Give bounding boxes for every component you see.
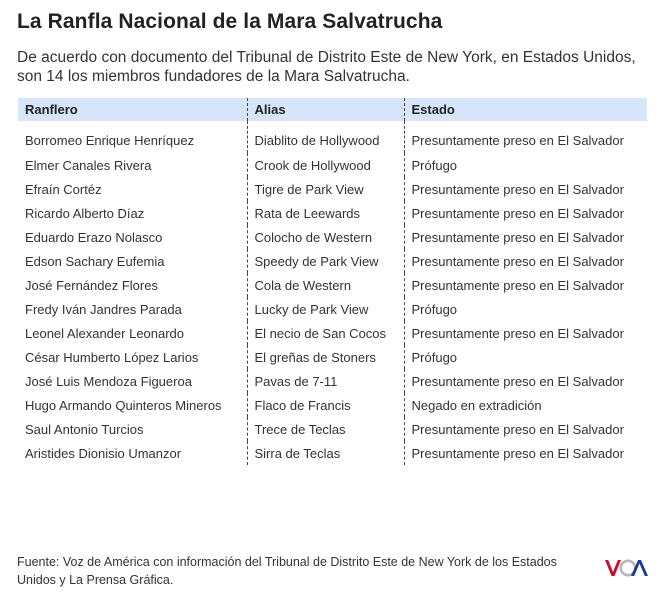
table-row	[18, 417, 647, 441]
table-row	[18, 249, 647, 273]
table-row	[18, 393, 647, 417]
cell-ranflero: Hugo Armando Quinteros Mineros	[25, 397, 222, 413]
cell-estado: Presuntamente preso en El Salvador	[404, 177, 647, 201]
cell-alias: Flaco de Francis	[247, 393, 404, 417]
cell-ranflero: Eduardo Erazo Nolasco	[25, 229, 163, 245]
cell-ranflero: Aristides Dionisio Umanzor	[25, 445, 182, 461]
subtitle: De acuerdo con documento del Tribunal de Distrito Este de New York, en Estados Unidos, son 14 los miembros fundadores de la Mara Salvatrucha.	[17, 49, 636, 85]
cell-ranflero: Ricardo Alberto Díaz	[25, 205, 145, 221]
cell-alias: Lucky de Park View	[247, 297, 404, 321]
cell-estado: Presuntamente preso en El Salvador	[404, 273, 647, 297]
cell-ranflero: Fredy Iván Jandres Parada	[25, 301, 182, 317]
cell-estado: Presuntamente preso en El Salvador	[404, 201, 647, 225]
cell-ranflero: César Humberto López Larios	[25, 349, 199, 365]
cell-ranflero: Elmer Canales Rivera	[25, 157, 152, 173]
cell-estado: Prófugo	[404, 297, 647, 321]
table-row	[18, 153, 647, 177]
table-row	[18, 273, 647, 297]
table-body	[18, 121, 647, 465]
cell-alias: Colocho de Western	[247, 225, 404, 249]
cell-alias: Rata de Leewards	[247, 201, 404, 225]
cell-alias: El greñas de Stoners	[247, 345, 404, 369]
cell-estado: Presuntamente preso en El Salvador	[404, 121, 647, 153]
cell-alias: Sirra de Teclas	[247, 441, 404, 465]
page-title: La Ranfla Nacional de la Mara Salvatrucha	[17, 10, 443, 33]
cell-ranflero: Leonel Alexander Leonardo	[25, 325, 185, 341]
source-footnote: Fuente: Voz de América con información del Tribunal de Distrito Este de New York de los Estados Unidos y La Prensa Gráfica.	[17, 555, 557, 587]
table-header	[18, 98, 647, 121]
cell-alias: Crook de Hollywood	[247, 153, 404, 177]
table-row	[18, 121, 647, 153]
column-header-ranflero: Ranflero	[18, 98, 247, 121]
cell-ranflero: José Luis Mendoza Figueroa	[25, 373, 192, 389]
cell-estado: Presuntamente preso en El Salvador	[404, 441, 647, 465]
table-row	[18, 345, 647, 369]
table-header-row	[18, 98, 647, 121]
table-row	[18, 369, 647, 393]
members-table	[18, 98, 647, 465]
column-header-estado: Estado	[404, 98, 647, 121]
cell-alias: El necio de San Cocos	[247, 321, 404, 345]
cell-ranflero: Edson Sachary Eufemia	[25, 253, 165, 269]
cell-estado: Presuntamente preso en El Salvador	[404, 225, 647, 249]
voa-logo-v	[605, 560, 621, 576]
cell-alias: Speedy de Park View	[247, 249, 404, 273]
table-row	[18, 201, 647, 225]
cell-estado: Presuntamente preso en El Salvador	[404, 369, 647, 393]
cell-estado: Prófugo	[404, 345, 647, 369]
voa-logo	[604, 557, 648, 579]
cell-alias: Trece de Teclas	[247, 417, 404, 441]
cell-ranflero: José Fernández Flores	[25, 277, 158, 293]
table-row	[18, 321, 647, 345]
cell-estado: Presuntamente preso en El Salvador	[404, 417, 647, 441]
cell-ranflero: Saul Antonio Turcios	[25, 421, 144, 437]
cell-estado: Negado en extradición	[404, 393, 647, 417]
cell-alias: Pavas de 7-11	[247, 369, 404, 393]
members-table-container	[18, 98, 647, 465]
cell-estado: Prófugo	[404, 153, 647, 177]
table-row	[18, 177, 647, 201]
cell-alias: Cola de Western	[247, 273, 404, 297]
cell-alias: Tigre de Park View	[247, 177, 404, 201]
table-row	[18, 297, 647, 321]
column-header-alias: Alias	[247, 98, 404, 121]
cell-ranflero: Borromeo Enrique Henríquez	[25, 132, 195, 148]
table-row	[18, 225, 647, 249]
cell-estado: Presuntamente preso en El Salvador	[404, 321, 647, 345]
cell-ranflero: Efraín Cortéz	[25, 181, 102, 197]
cell-alias: Diablito de Hollywood	[247, 121, 404, 153]
cell-estado: Presuntamente preso en El Salvador	[404, 249, 647, 273]
table-row	[18, 441, 647, 465]
